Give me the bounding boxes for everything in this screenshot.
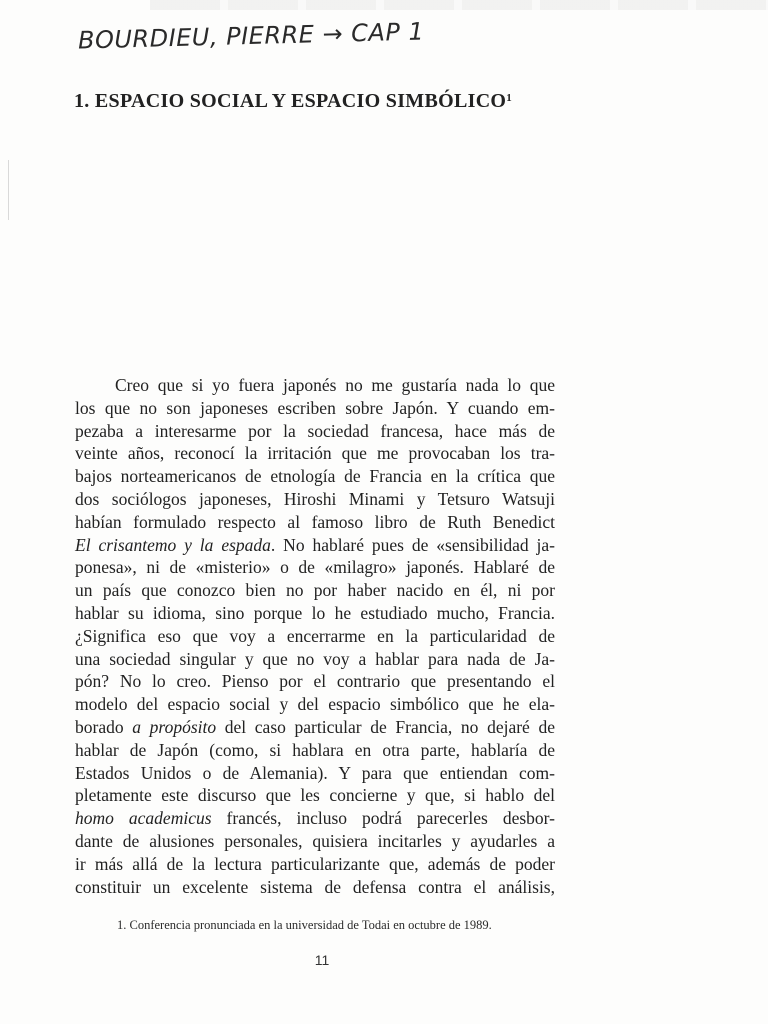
body-line: pezaba a interesarme por la sociedad francesa, hace más de [75, 420, 555, 441]
body-line: veinte años, reconocí la irritación que me provocaban los tra- [75, 443, 555, 464]
italic-phrase: a propósito [132, 716, 217, 737]
body-line: hablar de Japón (como, si hablara en otra parte, hablaría de [75, 739, 555, 760]
body-line: pón? No lo creo. Pienso por el contrario que presentando el [75, 671, 555, 692]
body-line: pletamente este discurso que les concierne y que, si hablo del [75, 785, 555, 806]
body-paragraph [75, 374, 555, 898]
body-line-segment: . No hablaré pues de «sensibilidad ja- [270, 534, 555, 555]
body-line: los que no son japoneses escriben sobre Japón. Y cuando em- [75, 397, 555, 418]
body-line: ir más allá de la lectura particularizante que, además de poder [75, 853, 555, 874]
body-line-segment: borado [75, 716, 133, 737]
footnote: 1. Conferencia pronunciada en la universidad de Todai en octubre de 1989. [117, 918, 492, 932]
body-line: una sociedad singular y que no voy a hablar para nada de Ja- [75, 648, 555, 669]
handwritten-note: BOURDIEU, PIERRE → CAP 1 [77, 17, 425, 55]
body-line: habían formulado respecto al famoso libro de Ruth Benedict [75, 511, 555, 532]
body-line-mixed [75, 534, 555, 557]
italic-phrase: homo academicus [75, 808, 212, 829]
body-line: bajos norteamericanos de etnología de Francia en la crítica que [75, 466, 555, 487]
body-line: Estados Unidos o de Alemania). Y para que entiendan com- [75, 762, 555, 783]
body-line: ¿Significa eso que voy a encerrarme en la particularidad de [75, 625, 555, 646]
chapter-title-text: 1. ESPACIO SOCIAL Y ESPACIO SIMBÓLICO [74, 90, 507, 112]
body-line-mixed [75, 716, 555, 739]
scan-bleed-through [150, 0, 768, 10]
footnote-ref: 1 [506, 92, 513, 104]
body-line: un país que conozco bien no por haber nacido en él, ni por [75, 580, 555, 601]
body-line: constituir un excelente sistema de defensa contra el análisis, [75, 876, 555, 897]
body-line-segment: francés, incluso podrá parecerles desbor- [211, 808, 555, 829]
body-line-segment: del caso particular de Francia, no dejaré de [216, 716, 555, 737]
page-number: 11 [314, 952, 330, 968]
margin-scan-mark [8, 160, 9, 220]
body-line: dos sociólogos japoneses, Hiroshi Minami y Tetsuro Watsuji [75, 488, 555, 509]
book-title-italic: El crisantemo y la espada [75, 534, 271, 555]
body-line: Creo que si yo fuera japonés no me gustaría nada lo que [115, 375, 555, 395]
body-line: ponesa», ni de «misterio» o de «milagro» japonés. Hablaré de [75, 557, 555, 578]
body-line: hablar su idioma, sino porque lo he estudiado mucho, Francia. [75, 602, 555, 623]
body-line: modelo del espacio social y del espacio simbólico que he ela- [75, 694, 555, 715]
body-line: dante de alusiones personales, quisiera incitarles y ayudarles a [75, 830, 555, 851]
chapter-title [74, 90, 512, 113]
body-line-mixed [75, 807, 555, 830]
